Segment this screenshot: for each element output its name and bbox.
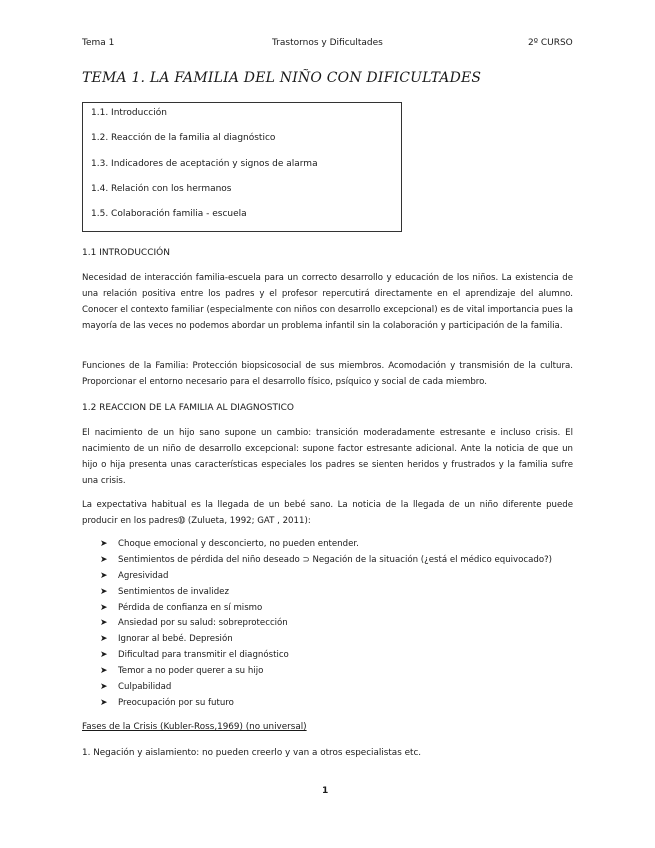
list-item-text: Sentimientos de pérdida del niño deseado ⊃ Negación de la situación (¿está el médico equivocado?) [118,554,552,565]
page-number: 1 [322,786,329,796]
list-item-text: Culpabilidad [118,682,172,693]
list-item [100,634,552,650]
header-center: Trastornos y Dificultades [272,38,383,48]
list-item [100,571,552,587]
list-item-text: Agresividad [118,570,169,581]
list-item [100,650,552,666]
arrow-bullet-icon: ➤ [100,554,108,565]
section-heading-intro: 1.1 INTRODUCCIÓN [82,248,170,258]
toc-item: 1.3. Indicadores de aceptación y signos de alarma [91,159,318,169]
header-right: 2º CURSO [528,38,573,48]
list-item [100,603,552,619]
list-item [100,618,552,634]
list-item-text: Choque emocional y desconcierto, no pueden entender. [118,539,359,549]
reaction-list [100,539,552,714]
arrow-bullet-icon: ➤ [100,682,108,693]
arrow-bullet-icon: ➤ [100,602,108,613]
list-item-text: Temor a no poder querer a su hijo [118,666,264,677]
list-item-text: Preocupación por su futuro [118,697,234,708]
list-item [100,539,552,555]
list-item-text: Dificultad para transmitir el diagnóstico [118,650,289,661]
list-item-text: Ansiedad por su salud: sobreprotección [118,618,288,629]
expectation-paragraph: La expectativa habitual es la llegada de un bebé sano. La noticia de la llegada de un niño diferente puede producir en los padres➉ (Zulueta, 1992; GAT , 2011): [82,500,573,526]
table-of-contents [82,102,402,232]
section-heading-reaction: 1.2 REACCION DE LA FAMILIA AL DIAGNOSTICO [82,403,294,413]
arrow-bullet-icon: ➤ [100,650,108,661]
list-item [100,666,552,682]
toc-item: 1.2. Reacción de la familia al diagnóstico [91,133,276,143]
toc-item: 1.5. Colaboración familia - escuela [91,209,247,219]
list-item [100,682,552,698]
arrow-bullet-icon: ➤ [100,634,108,645]
reaction-paragraph: El nacimiento de un hijo sano supone un cambio: transición moderadamente estresante e incluso crisis. El nacimiento de un niño de desarrollo excepcional: supone factor estresante adicional. Ante la noticia de que un hijo o hija presenta unas características especiales los padres se sienten heridos y frustrados y la familia sufre una crisis. [82,428,573,486]
arrow-bullet-icon: ➤ [100,618,108,629]
toc-item: 1.4. Relación con los hermanos [91,184,232,194]
list-item [100,587,552,603]
list-item-text: Pérdida de confianza en sí mismo [118,602,263,613]
document-title: TEMA 1. LA FAMILIA DEL NIÑO CON DIFICULTADES [82,70,482,86]
arrow-bullet-icon: ➤ [100,539,108,549]
list-item-text: Sentimientos de invalidez [118,586,229,597]
intro-paragraph: Necesidad de interacción familia-escuela para un correcto desarrollo y educación de los niños. La existencia de una relación positiva entre los padres y el profesor repercutirá directamente en el aprendizaje del alumno. Conocer el contexto familiar (especialmente con niños con desarrollo excepcional) es de vital importancia pues la mayoría de las veces no podemos abordar un problema infantil sin la colaboración y participación de la familia. [82,273,573,331]
arrow-bullet-icon: ➤ [100,666,108,677]
list-item [100,555,552,571]
family-functions-paragraph: Funciones de la Familia: Protección biopsicosocial de sus miembros. Acomodación y transmisión de la cultura. Proporcionar el entorno necesario para el desarrollo físico, psíquico y social de cada miembro. [82,361,573,387]
header-left: Tema 1 [82,38,115,48]
arrow-bullet-icon: ➤ [100,697,108,708]
arrow-bullet-icon: ➤ [100,570,108,581]
crisis-phase-1: 1. Negación y aislamiento: no pueden creerlo y van a otros especialistas etc. [82,748,422,758]
crisis-phases-heading: Fases de la Crisis (Kubler-Ross,1969) (no universal) [82,722,307,732]
list-item [100,698,552,714]
toc-item: 1.1. Introducción [91,108,167,118]
arrow-bullet-icon: ➤ [100,586,108,597]
list-item-text: Ignorar al bebé. Depresión [118,634,233,645]
